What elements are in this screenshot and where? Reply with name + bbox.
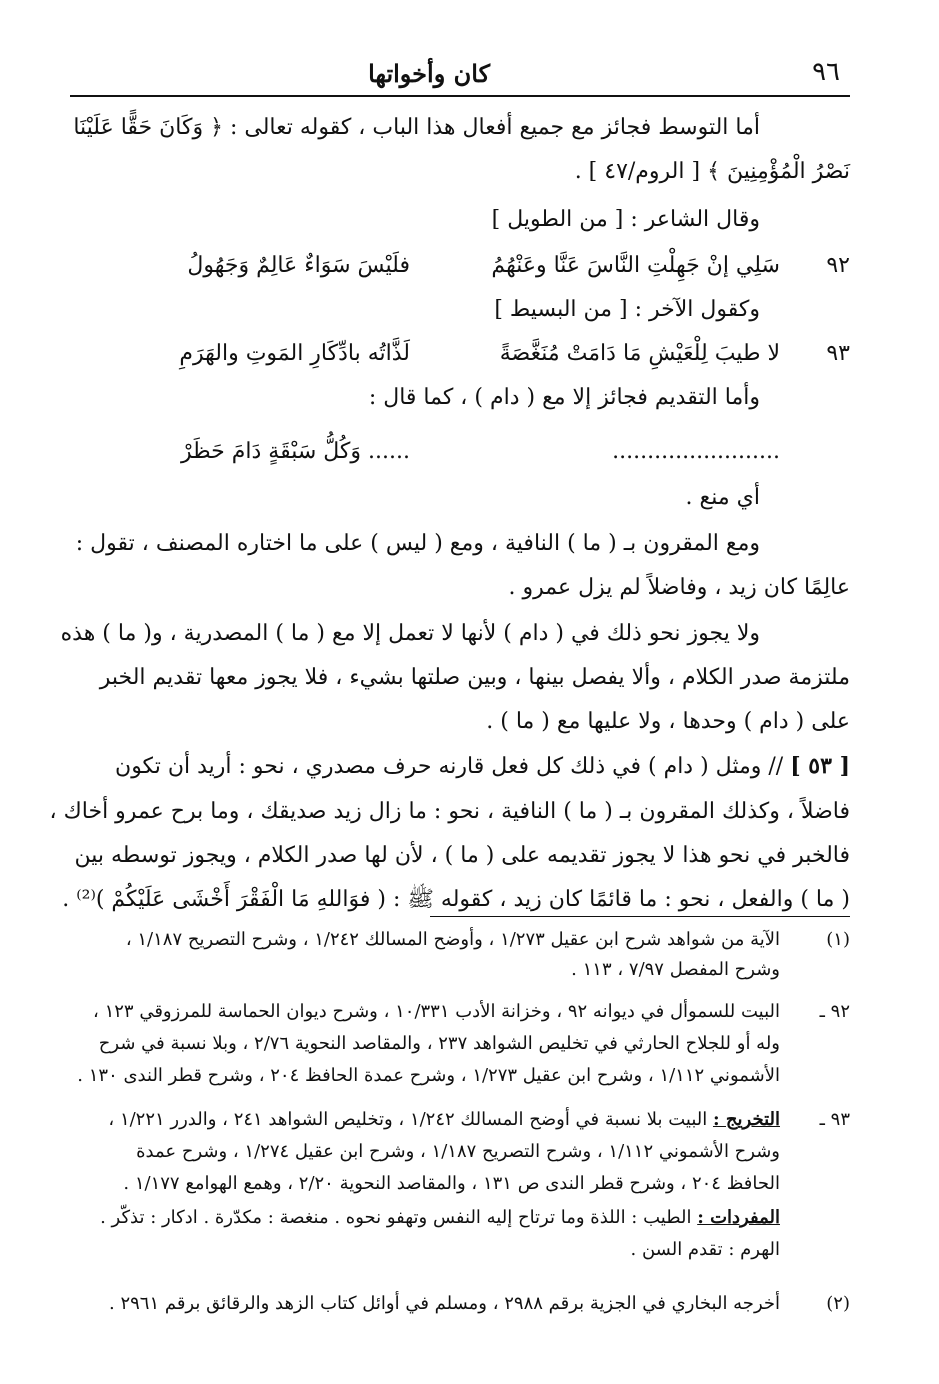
page-header [70,55,850,97]
paragraph-line: ملتزمة صدر الكلام ، وألا يفصل بينها ، وبين صلتها بشيء ، فلا يجوز معها تقديم الخبر [99,665,850,690]
verse-second-hemistich: لَذَّاتُه بادِّكَارِ المَوتِ والهَرَمِ [179,341,410,366]
page-number: ٩٦ [812,57,840,87]
footnote-line [70,1029,850,1059]
paragraph-line: فاضلاً ، وكذلك المقرون بـ ( ما ) النافية ، نحو : ما زال زيد صديقك ، وما برح عمرو أخاك ، [49,799,850,824]
footnote-key: (١) [826,929,850,950]
footnote-text: أخرجه البخاري في الجزية برقم ٢٩٨٨ ، ومسلم في أوائل كتاب الزهد والرقائق برقم ٢٩٦١ . [109,1293,780,1314]
footnote-text: الأشموني ١/١١٢ ، وشرح ابن عقيل ١/٢٧٣ ، وشرح عمدة الحافظ ٢٠٤ ، وشرح قطر الندى ١٣٠ . [77,1065,780,1086]
poet-intro: وقال الشاعر : [ من الطويل ] [491,207,760,232]
paragraph-line: ولا يجوز نحو ذلك في ( دام ) لأنها لا تعمل إلا مع ( ما ) المصدرية ، و( ما ) هذه [60,621,760,646]
verse-second-hemistich: فلَيْسَ سَوَاءٌ عَالِمٌ وَجَهُولُ [187,253,410,278]
paragraph-text: // ومثل ( دام ) في ذلك كل فعل قارنه حرف مصدري ، نحو : أريد أن تكون [115,754,784,779]
paragraph-line: على ( دام ) وحدها ، ولا عليها مع ( ما ) . [486,709,850,734]
paragraph-line: عالِمًا كان زيد ، وفاضلاً لم يزل عمرو . [508,575,850,600]
footnote-line [70,1203,850,1233]
footnote-key: ٩٢ ـ [819,1001,850,1022]
footnote-text: الآية من شواهد شرح ابن عقيل ١/٢٧٣ ، وأوضح المسالك ١/٢٤٢ ، وشرح التصريح ١/١٨٧ ، [125,929,780,950]
half-verse [70,432,850,472]
verse-number: ٩٢ [826,253,850,278]
verse-dots: ........................ [612,439,780,464]
footnote-93 [70,1105,850,1135]
footnote-text: البيت للسموأل في ديوانه ٩٢ ، وخزانة الأدب ١٠/٣٣١ ، وشرح ديوان الحماسة للمرزوقي ١٢٣ ، [93,1001,780,1022]
paragraph-line: وأما التقديم فجائز إلا مع ( دام ) ، كما قال : [368,385,760,410]
footnote-text: وله أو للجلاح الحارثي في تخليص الشواهد ٢٣٧ ، والمقاصد النحوية ٢/٧٦ ، وبلا نسبة في شرح [98,1033,780,1054]
vocab-label: المفردات : [697,1207,780,1228]
paragraph-line: أما التوسط فجائز مع جميع أفعال هذا الباب ، كقوله تعالى : ﴿ وَكَانَ حَقًّا عَلَيْنَا [73,115,760,140]
footnote-line [70,1235,850,1265]
footnote-text [70,1105,780,1135]
paragraph-line: نَصْرُ الْمُؤْمِنِينَ ﴾ [ الروم/٤٧ ] . [574,159,850,184]
verse-93 [70,334,850,374]
paragraph-line: فالخبر في نحو هذا لا يجوز تقديمه على ( ما ) ، لأن لها صدر الكلام ، ويجوز توسطه بين [74,843,850,868]
paragraph-line: ومع المقرون بـ ( ما ) النافية ، ومع ( ليس ) على ما اختاره المصنف ، تقول : [75,531,760,556]
running-title: كان وأخواتها [368,59,490,88]
verse-92 [70,246,850,286]
takhrij-label: التخريج : [712,1109,780,1130]
edition-marker: [ ٥٣ ] [790,753,850,779]
footnote-text: وشرح الأشموني ١/١١٢ ، وشرح التصريح ١/١٨٧ ، وشرح ابن عقيل ١/٢٧٤ ، وشرح عمدة [136,1141,780,1162]
footnote-text [70,1203,780,1233]
footnote-text: وشرح المفصل ٧/٩٧ ، ١١٣ . [571,959,780,980]
footnote-key: (٢) [826,1293,850,1314]
paragraph-line [70,746,850,786]
footnote-text-body: الطيب : اللذة وما ترتاح إليه النفس وتهفو نحوه . منغصة : مكدّرة . ادكار : تذكّر . [100,1207,692,1228]
verse-first-hemistich: لا طيبَ لِلْعَيْشِ مَا دَامَتْ مُنَغَّصَةً [499,341,780,366]
footnote-2 [70,1289,850,1319]
verse-first-hemistich: سَلِي إنْ جَهِلْتِ النَّاسَ عَنَّا وعَنْهُمُ [491,253,780,278]
footnote-divider [430,916,850,917]
footnote-text: الهرم : تقدم السن . [630,1239,780,1260]
footnote-text: الحافظ ٢٠٤ ، وشرح قطر الندى ص ١٣١ ، والمقاصد النحوية ٢/٢٠ ، وهمع الهوامع ١/١٧٧ . [123,1173,780,1194]
paragraph-line: ( ما ) والفعل ، نحو : ما قائمًا كان زيد ، كقوله ﷺ : ( فوَاللهِ مَا الْفَقْرَ أَخْشَى عَلَيْكُمْ )⁽²⁾ . [62,887,850,912]
footnote-line [70,1169,850,1199]
footnote-text-body: البيت بلا نسبة في أوضح المسالك ١/٢٤٢ ، وتخليص الشواهد ٢٤١ ، والدرر ١/٢٢١ ، [108,1109,708,1130]
footnote-line [70,1137,850,1167]
footnote-key: ٩٣ ـ [819,1109,850,1130]
paragraph-line: أي منع . [685,485,760,510]
footnote-92 [70,997,850,1027]
footnote-1 [70,925,850,955]
footnote-line [70,955,850,985]
verse-second-hemistich: ...... وَكُلُّ سَبْقَةٍ دَامَ حَظَرْ [180,439,410,464]
footnote-line [70,1061,850,1091]
poet-intro: وكقول الآخر : [ من البسيط ] [494,297,760,322]
verse-number: ٩٣ [826,341,850,366]
